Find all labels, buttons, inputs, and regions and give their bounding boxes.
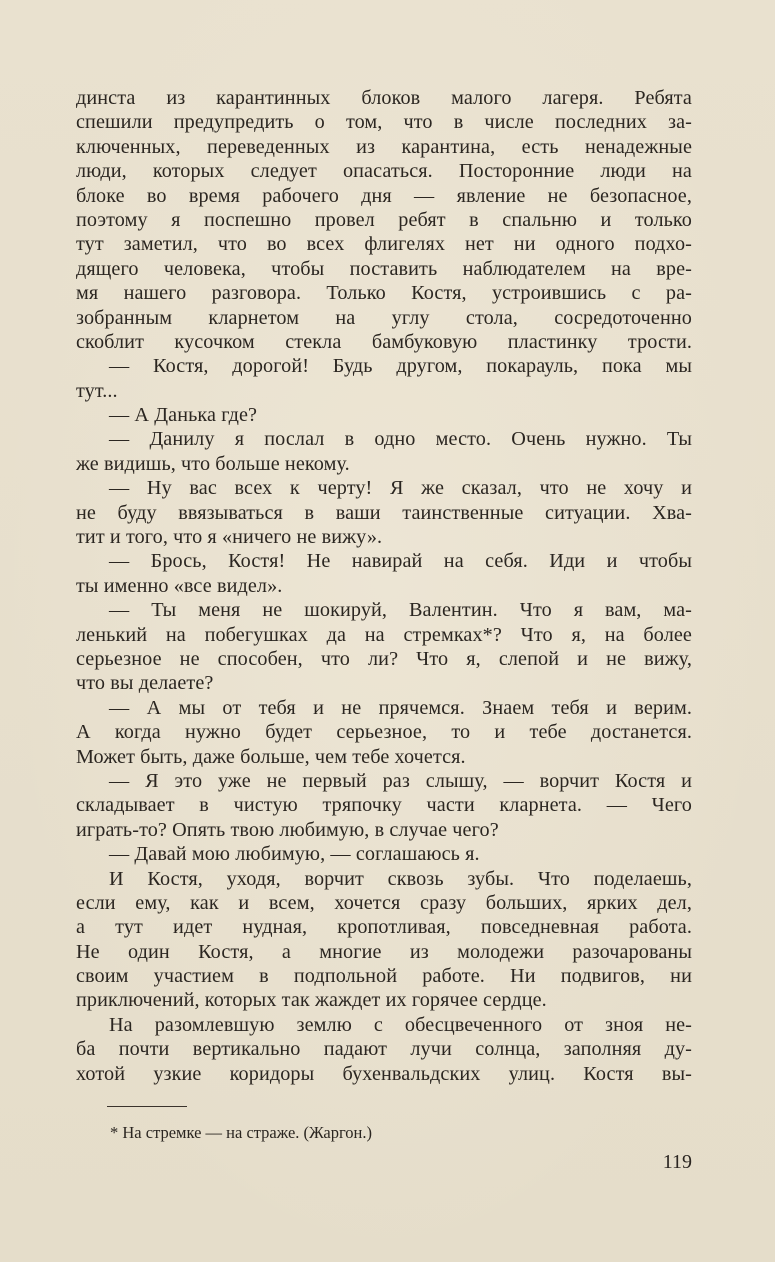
text-line: не буду ввязываться в ваши таинственные ситуации. Хва- bbox=[76, 501, 692, 524]
text-line: своим участием в подпольной работе. Ни подвигов, ни bbox=[76, 965, 692, 988]
page-number: 119 bbox=[662, 1151, 692, 1173]
text-line: — Данилу я послал в одно место. Очень нужно. Ты bbox=[109, 428, 692, 451]
text-line: тут... bbox=[76, 379, 118, 402]
text-line: поэтому я поспешно провел ребят в спальню и только bbox=[76, 208, 692, 231]
text-line: мя нашего разговора. Только Костя, устроившись с ра- bbox=[76, 282, 692, 305]
text-line: же видишь, что больше некому. bbox=[76, 452, 350, 475]
text-line: играть-то? Опять твою любимую, в случае чего? bbox=[76, 818, 499, 841]
text-line: складывает в чистую тряпочку части кларнета. — Чего bbox=[76, 794, 692, 817]
text-line: ключенных, переведенных из карантина, есть ненадежные bbox=[76, 135, 692, 158]
text-line: зобранным кларнетом на углу стола, сосредоточенно bbox=[76, 306, 692, 329]
text-line: — Ну вас всех к черту! Я же сказал, что не хочу и bbox=[109, 477, 692, 500]
text-line: тут заметил, что во всех флигелях нет ни одного подхо- bbox=[76, 233, 692, 256]
text-line: Не один Костя, а многие из молодежи разочарованы bbox=[76, 940, 692, 963]
text-line: люди, которых следует опасаться. Посторонние люди на bbox=[76, 160, 692, 183]
body-text bbox=[76, 86, 692, 1086]
text-line: тит и того, что я «ничего не вижу». bbox=[76, 526, 383, 549]
text-line: — Брось, Костя! Не навирай на себя. Иди и чтобы bbox=[109, 550, 692, 573]
text-line: серьезное не способен, что ли? Что я, слепой и не вижу, bbox=[76, 647, 692, 670]
text-line: — Костя, дорогой! Будь другом, покарауль, пока мы bbox=[109, 355, 692, 378]
text-line: дящего человека, чтобы поставить наблюдателем на вре- bbox=[76, 257, 692, 280]
text-line: — А мы от тебя и не прячемся. Знаем тебя и верим. bbox=[109, 696, 692, 719]
text-line: динста из карантинных блоков малого лагеря. Ребята bbox=[76, 87, 692, 109]
text-line: ба почти вертикально падают лучи солнца, заполняя ду- bbox=[76, 1038, 692, 1061]
text-line: ленький на побегушках да на стремках*? Что я, на более bbox=[76, 623, 692, 646]
text-line: И Костя, уходя, ворчит сквозь зубы. Что поделаешь, bbox=[109, 867, 692, 890]
text-line: а тут идет нудная, кропотливая, повседневная работа. bbox=[76, 916, 692, 939]
text-line: хотой узкие коридоры бухенвальдских улиц. Костя вы- bbox=[76, 1062, 692, 1085]
text-line: — Давай мою любимую, — соглашаюсь я. bbox=[109, 843, 480, 866]
text-line: — Я это уже не первый раз слышу, — ворчит Костя и bbox=[109, 769, 692, 792]
text-line: — А Данька где? bbox=[109, 404, 258, 427]
text-line: приключений, которых так жаждет их горячее сердце. bbox=[76, 989, 547, 1012]
text-line: что вы делаете? bbox=[76, 672, 214, 695]
text-line: — Ты меня не шокируй, Валентин. Что я вам, ма- bbox=[109, 599, 692, 622]
text-line: Может быть, даже больше, чем тебе хочется. bbox=[76, 745, 466, 768]
text-line: блоке во время рабочего дня — явление не безопасное, bbox=[76, 184, 692, 207]
text-line: скоблит кусочком стекла бамбуковую пластинку трости. bbox=[76, 330, 692, 353]
text-line: ты именно «все видел». bbox=[76, 574, 283, 597]
footnote: * На стремке — на страже. (Жаргон.) bbox=[110, 1123, 373, 1142]
text-line: спешили предупредить о том, что в числе последних за- bbox=[76, 111, 692, 134]
footnote-divider bbox=[107, 1106, 187, 1107]
text-line: если ему, как и всем, хочется сразу больших, ярких дел, bbox=[76, 891, 692, 914]
text-line: На разомлевшую землю с обесцвеченного от зноя не- bbox=[109, 1013, 692, 1036]
text-line: А когда нужно будет серьезное, то и тебе достанется. bbox=[76, 721, 692, 744]
